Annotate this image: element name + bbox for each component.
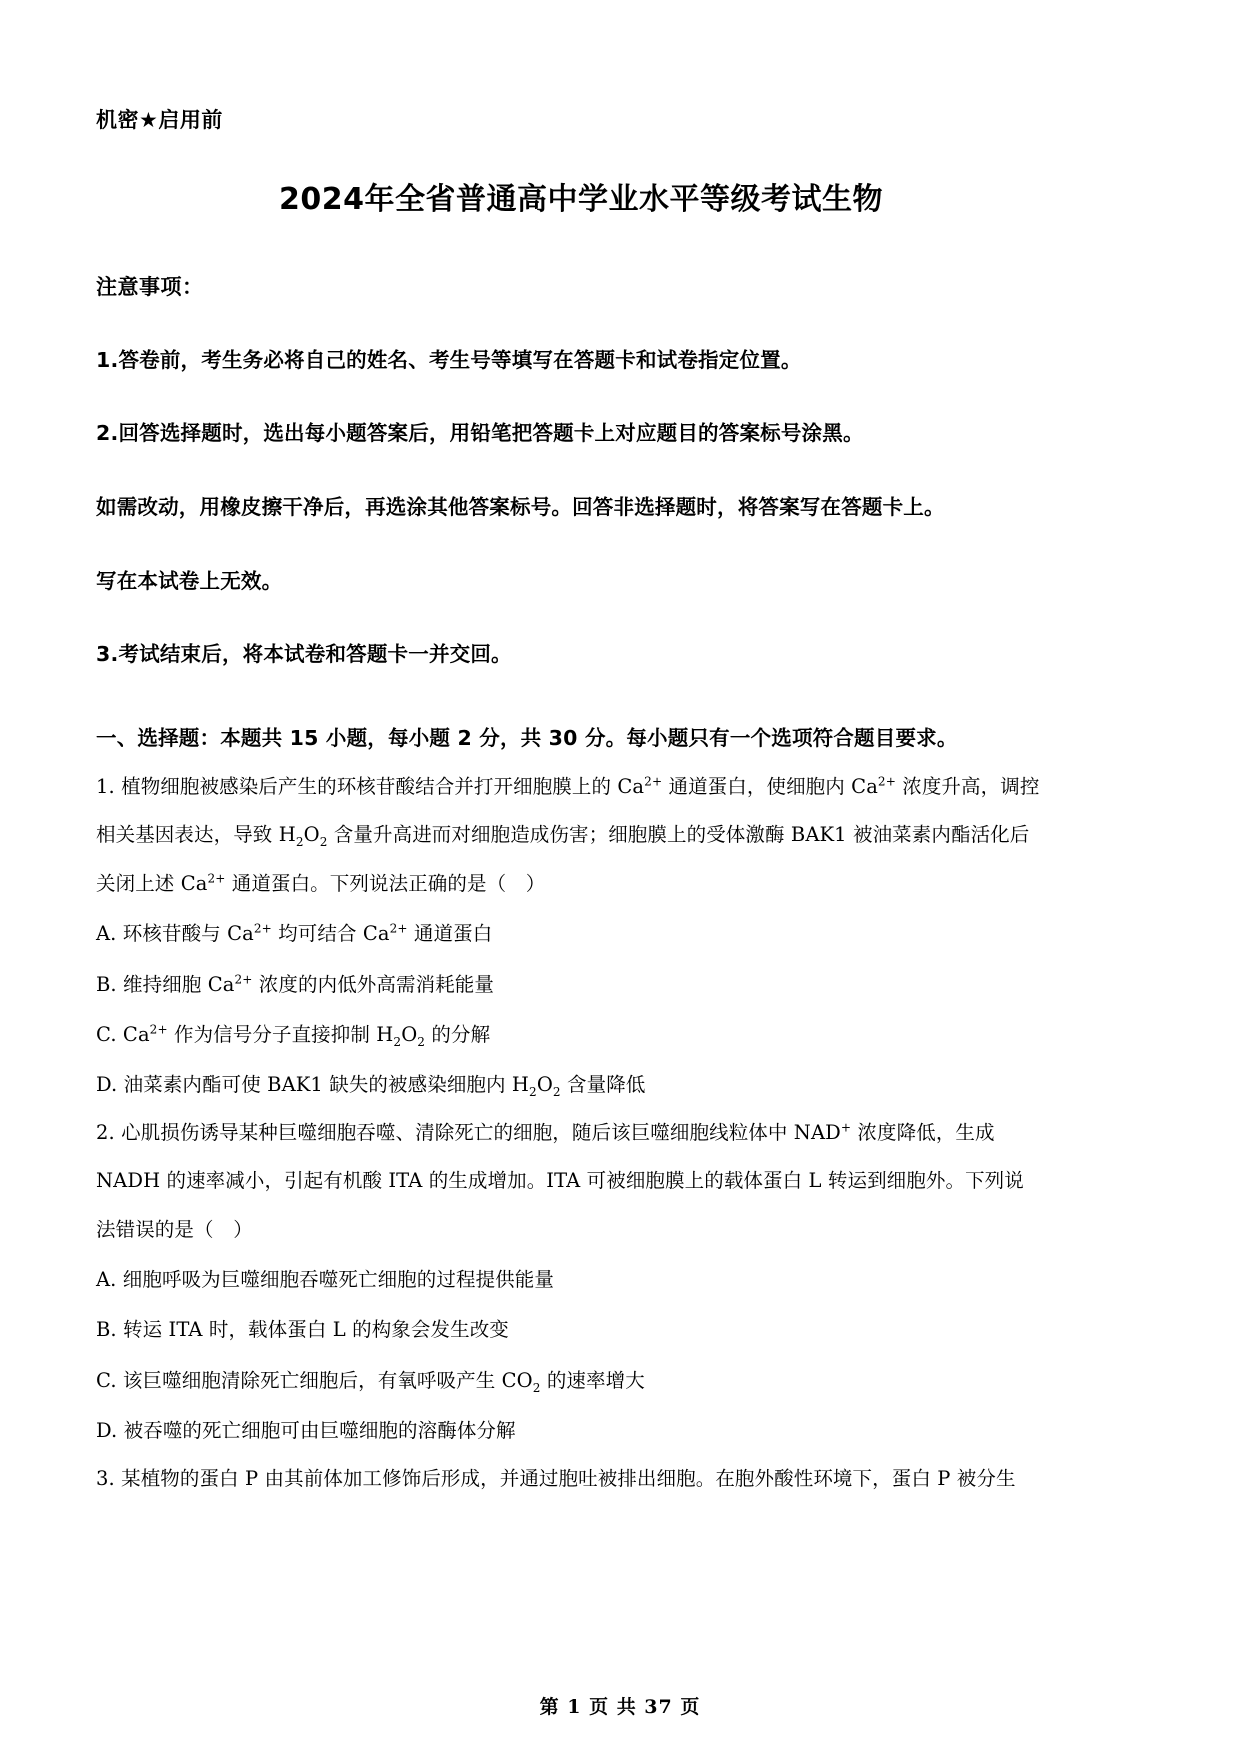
question-2 xyxy=(96,1121,1066,1443)
question-3-stem-line-1: 3. 某植物的蛋白 P 由其前体加工修饰后形成，并通过胞吐被排出细胞。在胞外酸性环境下，蛋白 P 被分生 xyxy=(96,1466,1016,1490)
page-footer: 第 1 页 共 37 页 xyxy=(539,1696,701,1718)
question-1-stem-line-3: 关闭上述 $Ca^{2+}$ 通道蛋白。下列说法正确的是（ ） xyxy=(96,871,546,895)
question-2-option-c[interactable]: C. 该巨噬细胞清除死亡细胞后，有氧呼吸产生 $CO_2$ 的速率增大 xyxy=(96,1368,645,1395)
confidential-mark: 机密★启用前 xyxy=(96,108,223,132)
section-heading-multiple-choice: 一、选择题：本题共 15 小题，每小题 2 分，共 30 分。每小题只有一个选项符合题目要求。 xyxy=(96,726,958,751)
notice-item-2: 2.回答选择题时，选出每小题答案后，用铅笔把答题卡上对应题目的答案标号涂黑。 xyxy=(96,421,864,446)
notice-item-1: 1.答卷前，考生务必将自己的姓名、考生号等填写在答题卡和试卷指定位置。 xyxy=(96,347,802,372)
question-1-option-c[interactable]: C. $Ca^{2+}$ 作为信号分子直接抑制 $H_2O_2$ 的分解 xyxy=(96,1022,491,1049)
page-content xyxy=(96,0,1066,1490)
question-2-stem-line-2: NADH 的速率减小，引起有机酸 ITA 的生成增加。ITA 可被细胞膜上的载体蛋白 L 转运到细胞外。下列说 xyxy=(96,1169,1024,1193)
question-2-stem-line-1: 2. 心肌损伤诱导某种巨噬细胞吞噬、清除死亡的细胞，随后该巨噬细胞线粒体中 NAD+ 浓度降低，生成 xyxy=(96,1120,995,1144)
question-1-stem-line-2: 相关基因表达，导致 $H_2O_2$ 含量升高进而对细胞造成伤害；细胞膜上的受体激酶 BAK1 被油菜素内酯活化后 xyxy=(96,823,1030,850)
question-3 xyxy=(96,1467,1066,1490)
question-1-option-d[interactable]: D. 油菜素内酯可使 BAK1 缺失的被感染细胞内 $H_2O_2$ 含量降低 xyxy=(96,1073,646,1100)
question-2-stem-line-3: 法错误的是（ ） xyxy=(96,1217,253,1241)
notice-item-2-continued: 如需改动，用橡皮擦干净后，再选涂其他答案标号。回答非选择题时，将答案写在答题卡上。 xyxy=(96,495,945,520)
question-2-option-b[interactable]: B. 转运 ITA 时，载体蛋白 L 的构象会发生改变 xyxy=(96,1318,509,1342)
page-title: 2024年全省普通高中学业水平等级考试生物 xyxy=(279,182,883,218)
question-2-option-d[interactable]: D. 被吞噬的死亡细胞可由巨噬细胞的溶酶体分解 xyxy=(96,1419,516,1443)
question-2-option-a[interactable]: A. 细胞呼吸为巨噬细胞吞噬死亡细胞的过程提供能量 xyxy=(96,1267,554,1291)
question-1-option-a[interactable]: A. 环核苷酸与 $Ca^{2+}$ 均可结合 $Ca^{2+}$ 通道蛋白 xyxy=(96,921,493,946)
question-1-stem-line-1: 1. 植物细胞被感染后产生的环核苷酸结合并打开细胞膜上的 $Ca^{2+}$ 通道蛋白，使细胞内 $Ca^{2+}$ 浓度升高，调控 xyxy=(96,774,1040,799)
question-1 xyxy=(96,774,1066,1100)
notice-item-2-continued-2: 写在本试卷上无效。 xyxy=(96,568,283,593)
question-1-option-b[interactable]: B. 维持细胞 $Ca^{2+}$ 浓度的内低外高需消耗能量 xyxy=(96,972,494,996)
notice-heading: 注意事项： xyxy=(96,274,204,299)
notice-item-3: 3.考试结束后，将本试卷和答题卡一并交回。 xyxy=(96,642,512,667)
